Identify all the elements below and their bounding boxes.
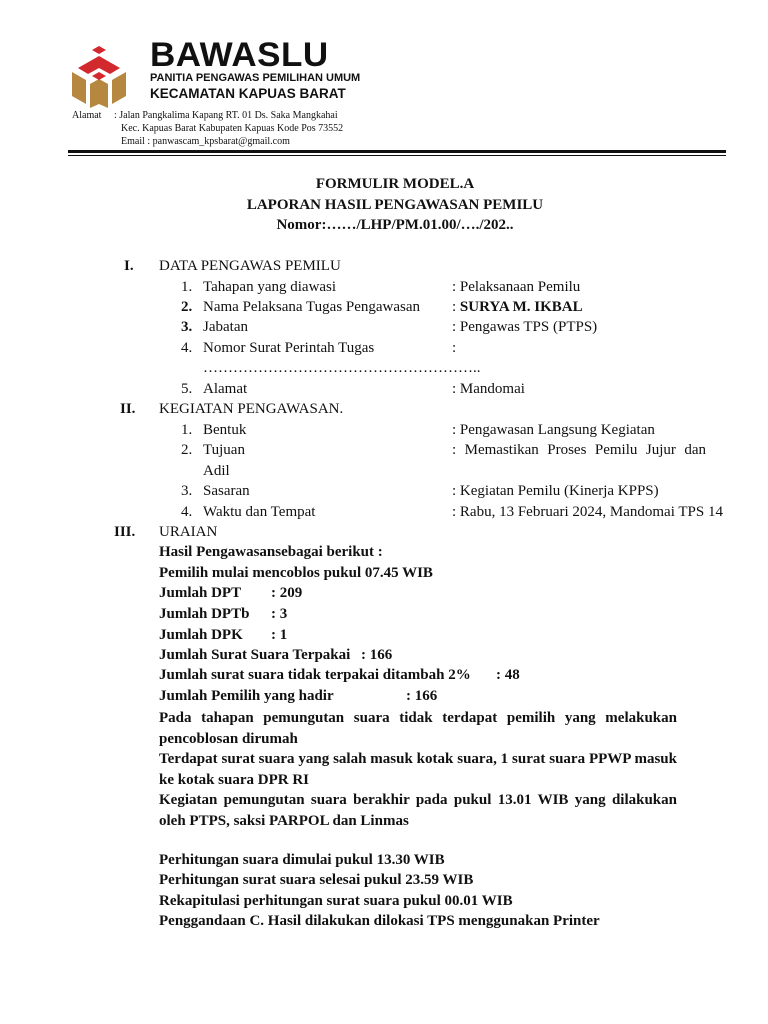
email-line: Email : panwascam_kpsbarat@gmail.com — [121, 136, 290, 147]
stat-value: : 166 — [406, 688, 438, 704]
report-paragraph: Terdapat surat suara yang salah masuk kotak suara, 1 surat suara PPWP masuk ke kotak suara DPR RI — [159, 751, 677, 788]
stat-label: Jumlah DPT — [159, 585, 242, 601]
stat-value: : 209 — [271, 585, 303, 601]
item-value: : — [452, 340, 457, 356]
dotted-fill: ……………………………………………….. — [203, 360, 481, 376]
address-line: Kec. Kapuas Barat Kabupaten Kapuas Kode Pos 73552 — [121, 123, 344, 134]
item-number: 4. — [181, 504, 193, 520]
closing-line: Penggandaan C. Hasil dilakukan dilokasi TPS menggunakan Printer — [159, 913, 600, 929]
stat-label: Jumlah Surat Suara Terpakai — [159, 647, 351, 663]
closing-line: Perhitungan suara dimulai pukul 13.30 WIB — [159, 852, 445, 868]
report-paragraph: Pada tahapan pemungutan suara tidak terdapat pemilih yang melakukan pencoblosan dirumah — [159, 710, 677, 747]
section-number: II. — [120, 401, 136, 417]
officer-name: SURYA M. IKBAL — [459, 299, 583, 315]
logo-gold-right — [112, 72, 126, 104]
header-divider-thin — [68, 155, 726, 156]
org-subtitle: PANITIA PENGAWAS PEMILIHAN UMUM — [150, 72, 361, 84]
item-value: : Memastikan Proses Pemilu Jujur dan — [452, 442, 706, 458]
item-number: 1. — [181, 422, 193, 438]
section-heading: URAIAN — [159, 524, 218, 540]
item-value: : Pelaksanaan Pemilu — [452, 279, 581, 295]
stat-label: Jumlah DPK — [159, 627, 243, 643]
item-value — [452, 299, 583, 316]
stat-value: : 1 — [271, 627, 288, 643]
item-label: Alamat — [203, 381, 248, 397]
item-number: 1. — [181, 279, 193, 295]
item-number: 2. — [181, 299, 193, 315]
item-label: Nama Pelaksana Tugas Pengawasan — [203, 299, 421, 315]
org-district: KECAMATAN KAPUAS BARAT — [150, 86, 346, 101]
item-number: 3. — [181, 319, 193, 335]
value-colon: : — [452, 299, 460, 315]
form-title: FORMULIR MODEL.A — [315, 176, 475, 192]
address-label: Alamat — [72, 110, 102, 121]
logo-gold-bottom — [90, 79, 108, 108]
item-value: : Kegiatan Pemilu (Kinerja KPPS) — [452, 483, 659, 499]
voting-start: Pemilih mulai mencoblos pukul 07.45 WIB — [159, 565, 433, 581]
stat-value: : 3 — [271, 606, 288, 622]
report-number: Nomor:……/LHP/PM.01.00/…./202.. — [276, 217, 514, 233]
address-block — [114, 109, 343, 148]
report-title: LAPORAN HASIL PENGAWASAN PEMILU — [246, 197, 544, 213]
item-value: : Pengawas TPS (PTPS) — [452, 319, 598, 335]
item-label: Tahapan yang diawasi — [203, 279, 337, 295]
org-name: BAWASLU — [150, 36, 329, 74]
section-number: I. — [124, 258, 134, 274]
item-value-continuation: Adil — [203, 463, 230, 479]
item-value: : Mandomai — [452, 381, 525, 397]
item-value: : Pengawasan Langsung Kegiatan — [452, 422, 655, 438]
section-heading: DATA PENGAWAS PEMILU — [159, 258, 341, 274]
item-label: Jabatan — [203, 319, 248, 335]
address-line: : Jalan Pangkalima Kapang RT. 01 Ds. Saka Mangkahai — [114, 110, 338, 121]
section-number: III. — [114, 524, 136, 540]
item-label: Tujuan — [203, 442, 245, 458]
closing-line: Rekapitulasi perhitungan surat suara pukul 00.01 WIB — [159, 893, 513, 909]
item-value: : Rabu, 13 Februari 2024, Mandomai TPS 14 — [452, 504, 723, 520]
item-label: Nomor Surat Perintah Tugas — [203, 340, 375, 356]
item-label: Waktu dan Tempat — [203, 504, 316, 520]
item-number: 4. — [181, 340, 193, 356]
report-paragraph: Kegiatan pemungutan suara berakhir pada pukul 13.01 WIB yang dilakukan oleh PTPS, saksi PARPOL dan Linmas — [159, 792, 677, 829]
item-label: Bentuk — [203, 422, 247, 438]
stat-label: Jumlah surat suara tidak terpakai ditambah 2% — [159, 667, 471, 683]
header-divider — [68, 150, 726, 153]
item-number: 3. — [181, 483, 193, 499]
item-number: 2. — [181, 442, 193, 458]
stat-value: : 48 — [496, 667, 520, 683]
item-label: Sasaran — [203, 483, 250, 499]
section-heading: KEGIATAN PENGAWASAN. — [159, 401, 344, 417]
bawaslu-logo — [68, 44, 130, 110]
logo-red-segment — [78, 56, 120, 74]
closing-line: Perhitungan surat suara selesai pukul 23.59 WIB — [159, 872, 474, 888]
item-number: 5. — [181, 381, 193, 397]
logo-gold-left — [72, 72, 86, 104]
stat-label: Jumlah Pemilih yang hadir — [159, 688, 334, 704]
logo-red-top — [92, 46, 106, 54]
stat-label: Jumlah DPTb — [159, 606, 250, 622]
report-intro: Hasil Pengawasansebagai berikut : — [159, 544, 383, 560]
logo-red-center — [92, 72, 106, 80]
stat-value: : 166 — [361, 647, 393, 663]
